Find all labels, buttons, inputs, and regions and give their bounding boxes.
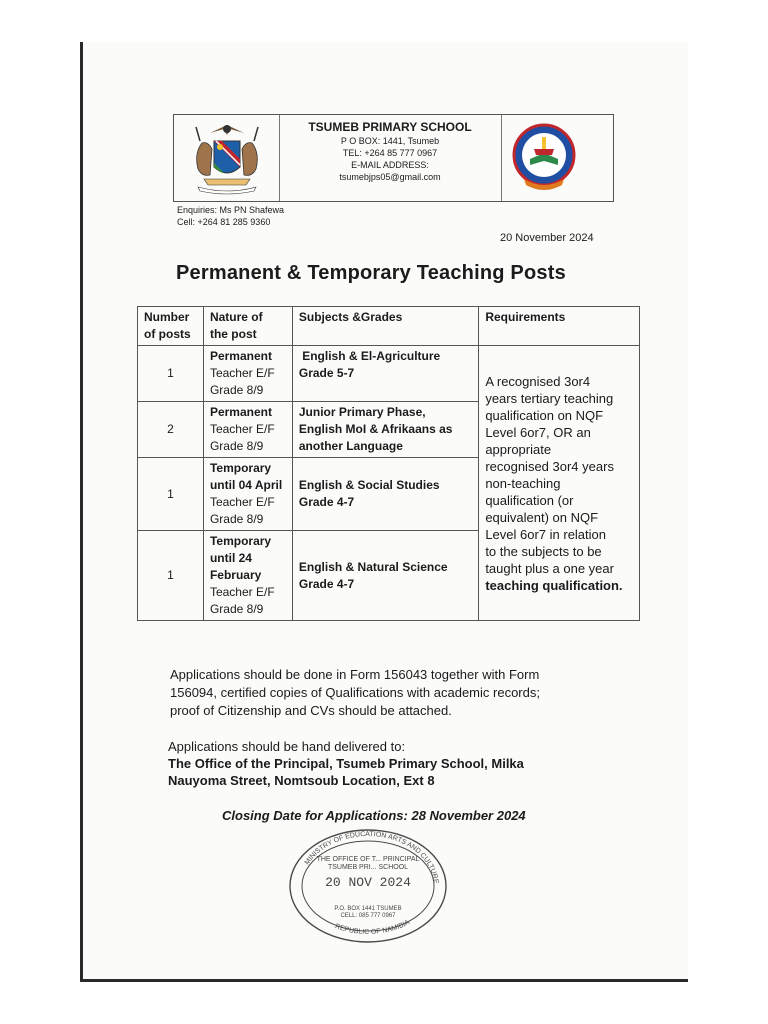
closing-date: Closing Date for Applications: 28 November 2024 bbox=[222, 808, 526, 823]
header-requirements: Requirements bbox=[479, 307, 640, 346]
row-nature: Permanent Teacher E/F Grade 8/9 bbox=[203, 402, 292, 458]
scan-edge-bottom bbox=[80, 979, 688, 982]
header-nature-of-post: Nature of the post bbox=[203, 307, 292, 346]
table-row bbox=[138, 346, 640, 402]
delivery-intro: Applications should be hand delivered to: bbox=[168, 739, 406, 754]
row-nature: Temporary until 24 February Teacher E/F Grade 8/9 bbox=[203, 531, 292, 621]
stamp-ring-top: MINISTRY OF EDUCATION ARTS AND CULTURE bbox=[303, 830, 439, 885]
enquiries-block bbox=[177, 204, 284, 228]
enquiries-cell: Cell: +264 81 285 9360 bbox=[177, 217, 271, 227]
header-subjects-grades: Subjects &Grades bbox=[292, 307, 478, 346]
row-number: 2 bbox=[138, 402, 204, 458]
row-subjects: English & Natural Science Grade 4-7 bbox=[292, 531, 478, 621]
letterhead bbox=[173, 114, 614, 202]
stamp-office: THE OFFICE OF T... PRINCIPAL TSUMEB PRI... SCHOOL bbox=[316, 856, 420, 871]
email-address: tsumebjps05@gmail.com bbox=[339, 172, 441, 182]
row-number: 1 bbox=[138, 458, 204, 531]
school-contact-block bbox=[284, 119, 496, 183]
email-label: E-MAIL ADDRESS: bbox=[351, 160, 429, 170]
school-logo-icon bbox=[504, 119, 584, 197]
row-subjects: English & El-Agriculture Grade 5-7 bbox=[292, 346, 478, 402]
telephone: TEL: +264 85 777 0967 bbox=[342, 148, 438, 158]
applications-instructions: Applications should be done in Form 156043 together with Form 156094, certified copies of Qualifications with academic records; proof of Citizenship and CVs should be attached. bbox=[170, 667, 540, 718]
stamp-date: 20 NOV 2024 bbox=[325, 875, 411, 890]
row-number: 1 bbox=[138, 346, 204, 402]
posts-table bbox=[137, 306, 640, 621]
official-stamp bbox=[286, 826, 450, 944]
stamp-ring-bottom: REPUBLIC OF NAMIBIA bbox=[334, 919, 411, 936]
row-nature: Permanent Teacher E/F Grade 8/9 bbox=[203, 346, 292, 402]
delivery-address: Applications should be hand delivered to: The Office of the Principal, Tsumeb Primary School, Milka Nauyoma Street, Nomtsoub Location, Ext 8 bbox=[168, 738, 608, 789]
requirements-cell: A recognised 3or4 years tertiary teaching qualification on NQF Level 6or7, OR an appropriate recognised 3or4 years non-teaching qualification (or equivalent) on NQF Level 6or7 in relation to the subjects to be taught plus a one year teaching qualification. bbox=[479, 346, 640, 621]
letter-date: 20 November 2024 bbox=[500, 232, 594, 244]
row-nature: Temporary until 04 April Teacher E/F Grade 8/9 bbox=[203, 458, 292, 531]
stamp-po-box: P.O. BOX 1441 TSUMEB CELL: 085 777 0967 bbox=[334, 906, 402, 919]
row-subjects: English & Social Studies Grade 4-7 bbox=[292, 458, 478, 531]
enquiries-contact: Enquiries: Ms PN Shafewa bbox=[177, 205, 285, 215]
header-number-of-posts: Number of posts bbox=[138, 307, 204, 346]
row-number: 1 bbox=[138, 531, 204, 621]
page-title: Permanent & Temporary Teaching Posts bbox=[176, 262, 566, 284]
school-name: TSUMEB PRIMARY SCHOOL bbox=[308, 120, 472, 134]
table-header-row bbox=[138, 307, 640, 346]
row-subjects: Junior Primary Phase, English MoI & Afrikaans as another Language bbox=[292, 402, 478, 458]
po-box: P O BOX: 1441, Tsumeb bbox=[340, 136, 440, 146]
namibia-coat-of-arms-icon bbox=[180, 119, 274, 197]
